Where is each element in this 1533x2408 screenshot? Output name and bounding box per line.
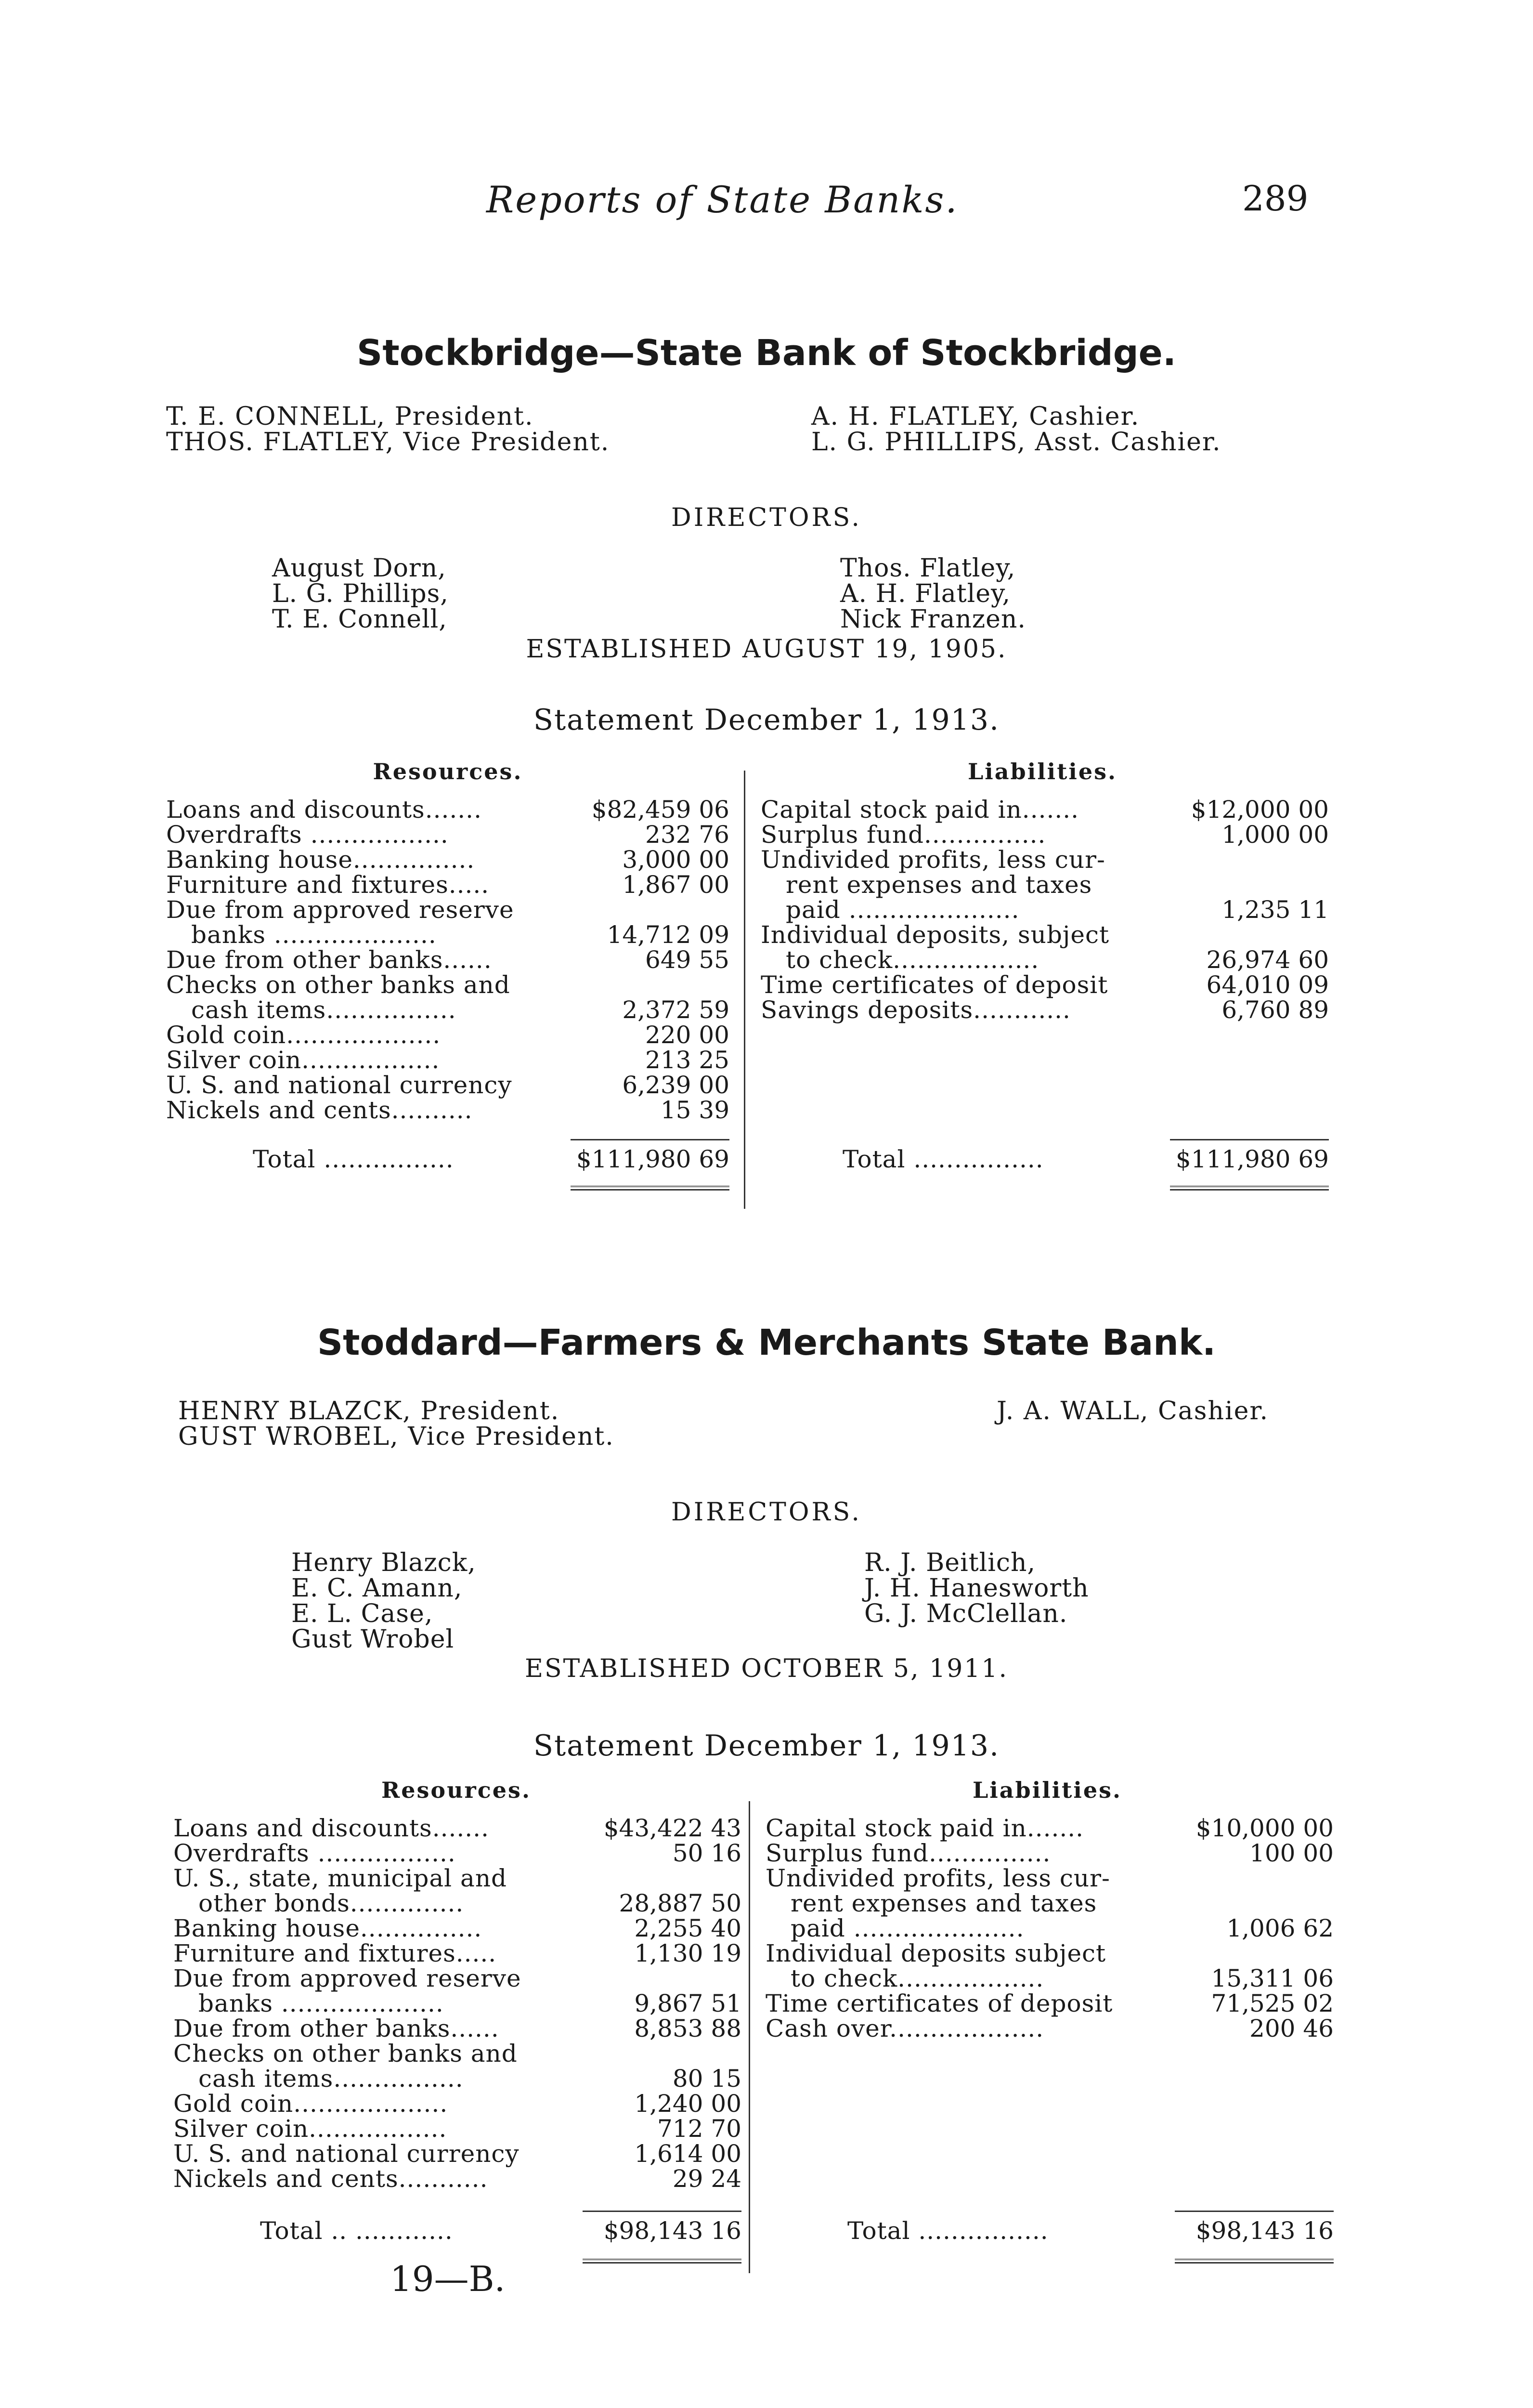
row-label: Overdrafts ................. [166, 821, 449, 849]
row-label: Cash over................... [766, 2015, 1044, 2042]
director: E. C. Amann, [291, 1574, 463, 1603]
row-label: to check.................. [786, 946, 1039, 974]
table-row [166, 922, 729, 947]
row-label: Banking house............... [166, 846, 475, 874]
row-label: Silver coin................. [166, 1046, 440, 1074]
table-row [173, 1891, 741, 1916]
resources-total [166, 1144, 729, 1175]
total-amount: $111,980 69 [1175, 1145, 1329, 1173]
director: Henry Blazck, [291, 1548, 476, 1577]
table-row [766, 1841, 1334, 1866]
table-row [166, 797, 729, 822]
table-row [761, 897, 1329, 922]
director: J. H. Hanesworth [864, 1574, 1089, 1603]
directors-heading: DIRECTORS. [671, 503, 862, 532]
row-label: paid ..................... [786, 896, 1020, 924]
total-label: Total ................ [253, 1145, 454, 1173]
total-double-rule [571, 1186, 729, 1191]
row-label: U. S. and national currency [173, 2140, 520, 2168]
row-amount: $10,000 00 [1195, 1814, 1334, 1842]
table-row [761, 797, 1329, 822]
total-rule [583, 2211, 741, 2212]
row-label: Undivided profits, less cur- [766, 1864, 1110, 1892]
row-amount: 220 00 [645, 1021, 729, 1049]
table-row [166, 897, 729, 922]
row-label: Furniture and fixtures..... [173, 1939, 497, 1967]
row-amount: 29 24 [672, 2165, 741, 2193]
director: L. G. Phillips, [272, 579, 449, 608]
row-amount: $12,000 00 [1191, 796, 1329, 824]
resources-heading: Resources. [373, 759, 523, 785]
row-amount: 649 55 [645, 946, 729, 974]
total-double-rule [1170, 1186, 1329, 1191]
row-label: Surplus fund............... [761, 821, 1046, 849]
director: Nick Franzen. [840, 605, 1026, 634]
row-label: rent expenses and taxes [786, 871, 1092, 899]
table-row [761, 922, 1329, 947]
row-label: Nickels and cents........... [173, 2165, 488, 2193]
signature-mark: 19—B. [390, 2259, 506, 2299]
row-label: Nickels and cents.......... [166, 1096, 473, 1124]
row-amount: 100 00 [1249, 1839, 1334, 1867]
row-label: Silver coin................. [173, 2115, 447, 2143]
table-row [166, 947, 729, 972]
liabilities-total [766, 2215, 1334, 2246]
row-amount: 26,974 60 [1206, 946, 1329, 974]
row-label: cash items................ [191, 996, 456, 1024]
row-label: Checks on other banks and [166, 971, 510, 999]
table-row [761, 972, 1329, 997]
row-label: Due from approved reserve [166, 896, 514, 924]
row-amount: 2,372 59 [622, 996, 729, 1024]
director: R. J. Beitlich, [864, 1548, 1036, 1577]
total-label: Total ................ [847, 2217, 1049, 2245]
row-label: Banking house............... [173, 1914, 482, 1942]
row-label: Gold coin................... [173, 2090, 448, 2118]
row-amount: 712 70 [657, 2115, 741, 2143]
row-label: Furniture and fixtures..... [166, 871, 490, 899]
row-amount: 213 25 [645, 1046, 729, 1074]
row-amount: 1,240 00 [634, 2090, 741, 2118]
row-label: cash items................ [198, 2065, 464, 2093]
row-amount: 9,867 51 [634, 1989, 741, 2017]
directors-heading: DIRECTORS. [671, 1498, 862, 1527]
table-row [761, 847, 1329, 872]
officer-left-2: GUST WROBEL, Vice President. [178, 1422, 614, 1451]
officer-left-1: HENRY BLAZCK, President. [178, 1397, 560, 1426]
row-label: Time certificates of deposit [761, 971, 1108, 999]
table-row [173, 2166, 741, 2191]
row-amount: 28,887 50 [619, 1889, 741, 1917]
total-amount: $98,143 16 [603, 2217, 741, 2245]
table-row [173, 2091, 741, 2116]
row-label: Due from other banks...... [166, 946, 492, 974]
row-label: rent expenses and taxes [791, 1889, 1097, 1917]
bank-title-stockbridge: Stockbridge—State Bank of Stockbridge. [357, 332, 1176, 374]
bank-title-stoddard: Stoddard—Farmers & Merchants State Bank. [317, 1322, 1216, 1363]
table-row [166, 1022, 729, 1047]
table-row [761, 822, 1329, 847]
column-divider [744, 771, 745, 1209]
statement-date: Statement December 1, 1913. [533, 1729, 1000, 1763]
row-amount: 64,010 09 [1206, 971, 1329, 999]
officer-left-1: T. E. CONNELL, President. [166, 402, 534, 431]
row-label: Due from other banks...... [173, 2015, 499, 2042]
table-row [173, 1991, 741, 2016]
row-amount: 80 15 [672, 2065, 741, 2093]
statement-date: Statement December 1, 1913. [533, 703, 1000, 737]
table-row [173, 1916, 741, 1941]
table-row [166, 1073, 729, 1098]
row-label: U. S., state, municipal and [173, 1864, 507, 1892]
row-label: Overdrafts ................. [173, 1839, 456, 1867]
row-label: Checks on other banks and [173, 2040, 518, 2068]
liabilities-heading: Liabilities. [972, 1777, 1122, 1803]
row-amount: 1,235 11 [1221, 896, 1329, 924]
total-label: Total .. ............ [260, 2217, 453, 2245]
row-amount: 15 39 [660, 1096, 729, 1124]
officer-right-1: J. A. WALL, Cashier. [997, 1397, 1269, 1426]
row-label: Individual deposits subject [766, 1939, 1106, 1967]
row-amount: 200 46 [1249, 2015, 1334, 2042]
row-label: Gold coin................... [166, 1021, 441, 1049]
row-label: Individual deposits, subject [761, 921, 1110, 949]
row-amount: 1,614 00 [634, 2140, 741, 2168]
director: T. E. Connell, [272, 605, 447, 634]
established-date: ESTABLISHED OCTOBER 5, 1911. [524, 1654, 1008, 1683]
resources-table [173, 1816, 741, 2191]
row-amount: 3,000 00 [622, 846, 729, 874]
table-row [173, 1816, 741, 1841]
liabilities-table [766, 1816, 1334, 2041]
director: August Dorn, [272, 554, 446, 583]
row-amount: 232 76 [645, 821, 729, 849]
row-label: Loans and discounts....... [173, 1814, 489, 1842]
table-row [166, 847, 729, 872]
table-row [766, 1941, 1334, 1966]
row-label: banks .................... [191, 921, 437, 949]
row-label: Due from approved reserve [173, 1964, 521, 1992]
total-amount: $111,980 69 [576, 1145, 729, 1173]
table-row [173, 2116, 741, 2141]
row-amount: 15,311 06 [1211, 1964, 1334, 1992]
total-double-rule [583, 2259, 741, 2264]
table-row [761, 997, 1329, 1022]
officer-right-2: L. G. PHILLIPS, Asst. Cashier. [811, 428, 1221, 457]
row-amount: 1,867 00 [622, 871, 729, 899]
table-row [166, 1047, 729, 1073]
row-amount: 2,255 40 [634, 1914, 741, 1942]
total-double-rule [1175, 2259, 1334, 2264]
row-amount: $82,459 06 [591, 796, 729, 824]
resources-total [173, 2215, 741, 2246]
table-row [173, 2141, 741, 2166]
row-label: Savings deposits............ [761, 996, 1071, 1024]
total-label: Total ................ [843, 1145, 1044, 1173]
table-row [166, 872, 729, 897]
table-row [766, 1991, 1334, 2016]
table-row [766, 1966, 1334, 1991]
running-head [0, 178, 1533, 236]
established-date: ESTABLISHED AUGUST 19, 1905. [526, 635, 1007, 664]
director: G. J. McClellan. [864, 1599, 1068, 1628]
table-row [166, 972, 729, 997]
row-label: Time certificates of deposit [766, 1989, 1113, 2017]
resources-heading: Resources. [381, 1777, 531, 1803]
table-row [173, 2016, 741, 2041]
page-number: 289 [1242, 178, 1309, 219]
liabilities-heading: Liabilities. [967, 759, 1117, 785]
row-amount: $43,422 43 [603, 1814, 741, 1842]
row-label: Surplus fund............... [766, 1839, 1051, 1867]
total-amount: $98,143 16 [1195, 2217, 1334, 2245]
row-label: paid ..................... [791, 1914, 1025, 1942]
table-row [173, 2041, 741, 2066]
officer-left-2: THOS. FLATLEY, Vice President. [166, 428, 610, 457]
row-amount: 6,760 89 [1221, 996, 1329, 1024]
row-amount: 14,712 09 [607, 921, 729, 949]
table-row [166, 997, 729, 1022]
officer-right-1: A. H. FLATLEY, Cashier. [811, 402, 1140, 431]
table-row [766, 1916, 1334, 1941]
table-row [766, 1891, 1334, 1916]
total-rule [1170, 1139, 1329, 1140]
table-row [166, 1098, 729, 1123]
total-rule [1175, 2211, 1334, 2212]
row-label: Capital stock paid in....... [761, 796, 1079, 824]
row-amount: 1,000 00 [1221, 821, 1329, 849]
table-row [173, 2066, 741, 2091]
row-label: Capital stock paid in....... [766, 1814, 1084, 1842]
row-label: to check.................. [791, 1964, 1044, 1992]
row-amount: 1,006 62 [1226, 1914, 1334, 1942]
row-amount: 6,239 00 [622, 1071, 729, 1099]
director: A. H. Flatley, [840, 579, 1011, 608]
row-amount: 71,525 02 [1211, 1989, 1334, 2017]
director: E. L. Case, [291, 1599, 433, 1628]
column-divider [749, 1801, 750, 2273]
table-row [766, 1866, 1334, 1891]
row-amount: 50 16 [672, 1839, 741, 1867]
table-row [173, 1941, 741, 1966]
director: Gust Wrobel [291, 1625, 455, 1654]
table-row [766, 2016, 1334, 2041]
row-label: Loans and discounts....... [166, 796, 482, 824]
liabilities-total [761, 1144, 1329, 1175]
row-amount: 1,130 19 [634, 1939, 741, 1967]
table-row [166, 822, 729, 847]
row-amount: 8,853 88 [634, 2015, 741, 2042]
row-label: banks .................... [198, 1989, 444, 2017]
row-label: other bonds.............. [198, 1889, 464, 1917]
resources-table [166, 797, 729, 1123]
director: Thos. Flatley, [840, 554, 1016, 583]
table-row [761, 947, 1329, 972]
total-rule [571, 1139, 729, 1140]
table-row [173, 1841, 741, 1866]
liabilities-table [761, 797, 1329, 1022]
table-row [761, 872, 1329, 897]
table-row [173, 1966, 741, 1991]
table-row [173, 1866, 741, 1891]
row-label: U. S. and national currency [166, 1071, 512, 1099]
running-head-title: Reports of State Banks. [486, 178, 959, 221]
table-row [766, 1816, 1334, 1841]
row-label: Undivided profits, less cur- [761, 846, 1105, 874]
